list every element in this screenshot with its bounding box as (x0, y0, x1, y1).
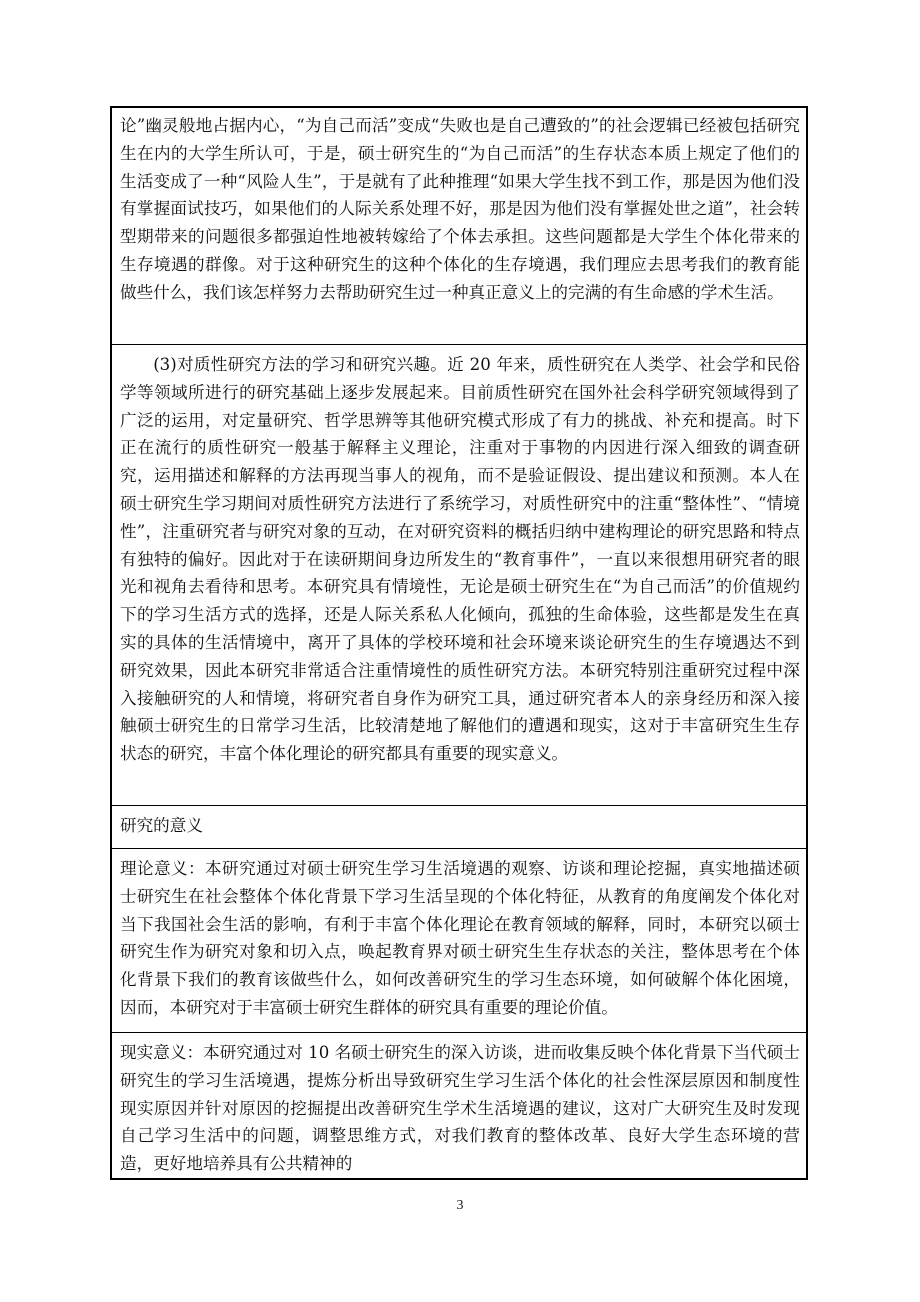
practical-significance-paragraph: 现实意义：本研究通过对 10 名硕士研究生的深入访谈，进而收集反映个体化背景下当代硕士研究生的学习生活境遇，提炼分析出导致研究生学习生活个体化的社会性深层原因和制度性现实原因并针对原因的挖掘提出改善研究生学术生活境遇的建议，这对广大研究生及时发现自己学习生活中的问题，调整思维方式，对我们教育的整体改革、良好大学生态环境的营造，更好地培养具有公共精神的 (120, 1043, 800, 1174)
bordered-text-frame (110, 106, 808, 1180)
row-divider (112, 344, 806, 345)
row-divider (112, 848, 806, 849)
qualitative-method-paragraph: (3)对质性研究方法的学习和研究兴趣。近 20 年来，质性研究在人类学、社会学和民俗学等领域所进行的研究基础上逐步发展起来。目前质性研究在国外社会科学研究领域得到了广泛的运用，对定量研究、哲学思辨等其他研究模式形成了有力的挑战、补充和提高。时下正在流行的质性研究一般基于解释主义理论，注重对于事物的内因进行深入细致的调查研究，运用描述和解释的方法再现当事人的视角，而不是验证假设、提出建议和预测。本人在硕士研究生学习期间对质性研究方法进行了系统学习，对质性研究中的注重“整体性”、“情境性”，注重研究者与研究对象的互动，在对研究资料的概括归纳中建构理论的研究思路和特点有独特的偏好。因此对于在读研期间身边所发生的“教育事件”，一直以来很想用研究者的眼光和视角去看待和思考。本研究具有情境性，无论是硕士研究生在“为自己而活”的价值规约下的学习生活方式的选择，还是人际关系私人化倾向，孤独的生命体验，这些都是发生在真实的具体的生活情境中，离开了具体的学校环境和社会环境来谈论研究生的生存境遇达不到研究效果，因此本研究非常适合注重情境性的质性研究方法。本研究特别注重研究过程中深入接触研究的人和情境，将研究者自身作为研究工具，通过研究者本人的亲身经历和深入接触硕士研究生的日常学习生活，比较清楚地了解他们的遭遇和现实，这对于丰富研究生生存状态的研究，丰富个体化理论的研究都具有重要的现实意义。 (120, 355, 800, 764)
continuation-paragraph: 论”幽灵般地占据内心，“为自己而活”变成“失败也是自己遭致的”的社会逻辑已经被包括研究生在内的大学生所认可，于是，硕士研究生的“为自己而活”的生存状态本质上规定了他们的生活变成了一种“风险人生”，于是就有了此种推理“如果大学生找不到工作，那是因为他们没有掌握面试技巧，如果他们的人际关系处理不好，那是因为他们没有掌握处世之道”，社会转型期带来的问题很多都强迫性地被转嫁给了个体去承担。这些问题都是大学生个体化带来的生存境遇的群像。对于这种研究生的这种个体化的生存境遇，我们理应去思考我们的教育能做些什么，我们该怎样努力去帮助研究生过一种真正意义上的完满的有生命感的学术生活。 (120, 116, 800, 302)
theoretical-significance-paragraph: 理论意义：本研究通过对硕士研究生学习生活境遇的观察、访谈和理论挖掘，真实地描述硕士研究生在社会整体个体化背景下学习生活呈现的个体化特征，从教育的角度阐发个体化对当下我国社会生活的影响，有利于丰富个体化理论在教育领域的解释，同时，本研究以硕士研究生作为研究对象和切入点，唤起教育界对硕士研究生生存状态的关注，整体思考在个体化背景下我们的教育该做些什么，如何改善研究生的学习生态环境，如何破解个体化困境，因而，本研究对于丰富硕士研究生群体的研究具有重要的理论价值。 (120, 859, 800, 1017)
page-number: 3 (456, 1198, 464, 1213)
row-divider (112, 1032, 806, 1033)
significance-heading: 研究的意义 (120, 816, 203, 835)
row-divider (112, 805, 806, 806)
